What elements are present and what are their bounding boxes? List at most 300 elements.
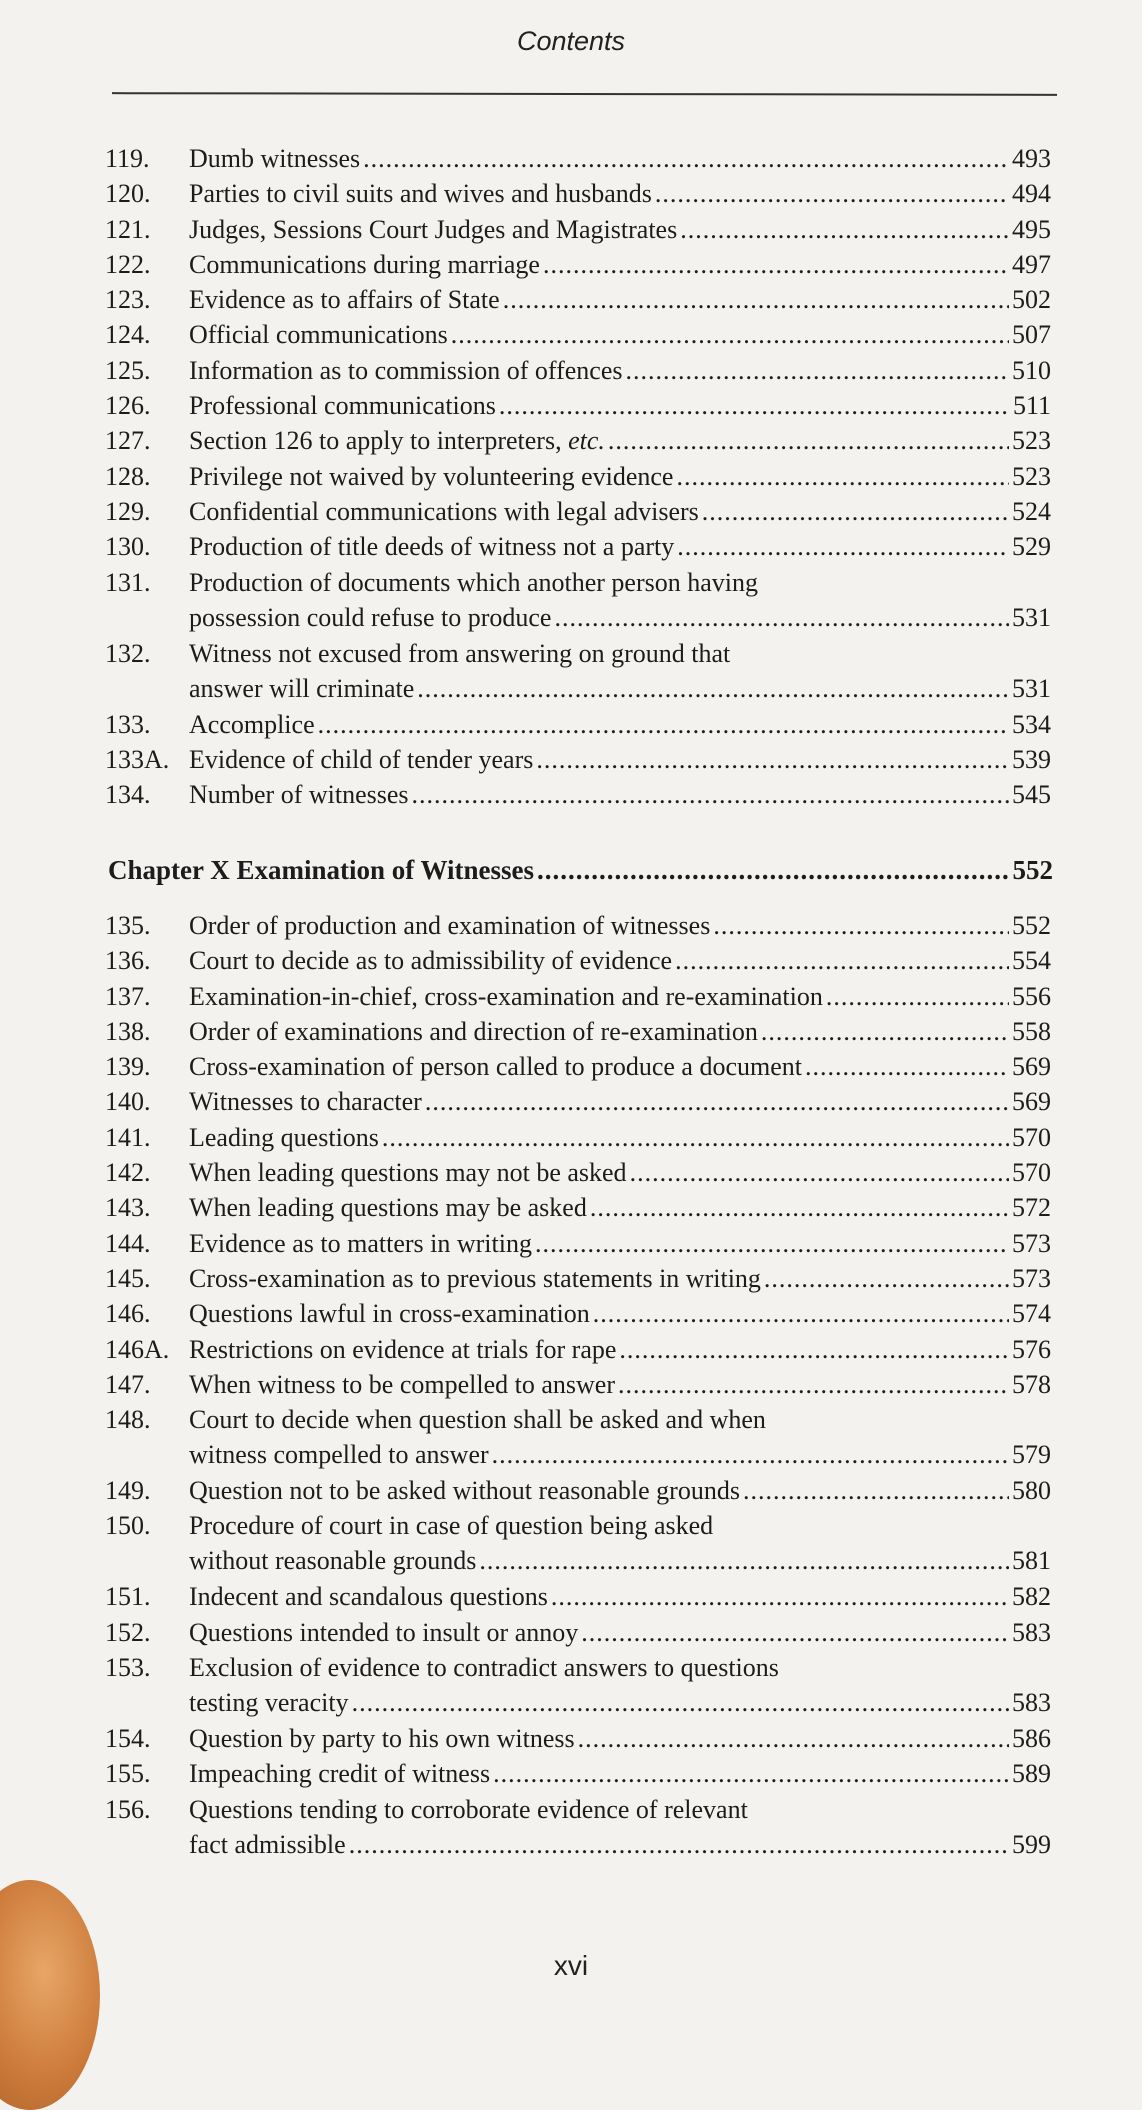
entry-body	[189, 141, 1051, 176]
entry-line	[189, 979, 1051, 1014]
section-title: Judges, Sessions Court Judges and Magistrates	[189, 214, 678, 244]
toc-entry	[105, 1332, 1051, 1367]
page-ref: 589	[1012, 1759, 1051, 1789]
section-number: 135.	[105, 911, 151, 940]
page-ref: 534	[1012, 709, 1051, 739]
section-title: without reasonable grounds	[189, 1546, 477, 1576]
entry-body	[189, 777, 1051, 812]
toc-entry	[105, 707, 1051, 742]
section-title: Questions intended to insult or annoy	[189, 1617, 579, 1647]
section-number: 144.	[105, 1228, 151, 1258]
dot-leader	[417, 671, 1009, 706]
section-title: Procedure of court in case of question being asked	[189, 1511, 714, 1541]
entry-line	[189, 176, 1051, 211]
entry-body	[189, 494, 1051, 529]
entry-line	[189, 282, 1051, 317]
dot-leader	[593, 1296, 1009, 1331]
entry-line	[189, 1014, 1051, 1049]
section-number: 149.	[105, 1476, 151, 1506]
entry-body	[189, 423, 1051, 458]
section-number: 136.	[105, 946, 151, 976]
page-ref: 556	[1012, 981, 1051, 1011]
dot-leader	[619, 1332, 1009, 1367]
toc-entry	[105, 777, 1051, 812]
section-title: Witness not excused from answering on ground that	[189, 638, 731, 668]
section-number: 121.	[105, 214, 151, 244]
dot-leader	[425, 1084, 1009, 1119]
toc-entry	[105, 1226, 1051, 1261]
toc-entry	[105, 1084, 1051, 1119]
page-ref: 573	[1012, 1228, 1051, 1258]
section-title: Confidential communications with legal advisers	[189, 496, 699, 526]
dot-leader	[499, 388, 1010, 423]
entry-body	[189, 636, 1051, 707]
entry-body	[189, 529, 1051, 564]
entry-body	[189, 1014, 1051, 1049]
toc-entry	[105, 1120, 1051, 1155]
dot-leader	[618, 1367, 1009, 1402]
entry-line	[189, 636, 1051, 671]
dot-leader	[675, 943, 1009, 978]
entry-line	[189, 1226, 1051, 1261]
section-number: 131.	[105, 567, 151, 597]
page-ref: 497	[1012, 249, 1051, 279]
page-ref: 582	[1012, 1582, 1051, 1612]
entry-body	[189, 1120, 1051, 1155]
toc-entry	[105, 1579, 1051, 1614]
entry-line	[189, 1120, 1051, 1155]
entry-line	[189, 1827, 1051, 1862]
toc-entry	[105, 1650, 1051, 1721]
toc-entry	[105, 1296, 1051, 1331]
page-ref: 581	[1012, 1546, 1051, 1576]
entry-line	[189, 943, 1051, 978]
section-number: 153.	[105, 1653, 151, 1683]
page-ref: 545	[1012, 780, 1051, 810]
section-number: 126.	[105, 391, 151, 421]
entry-body	[189, 317, 1051, 352]
section-title: Questions lawful in cross-examination	[189, 1299, 590, 1329]
entry-line	[189, 141, 1051, 176]
section-title: Court to decide when question shall be asked and when	[189, 1405, 766, 1435]
entry-body	[189, 1792, 1051, 1863]
entry-body	[189, 282, 1051, 317]
dot-leader	[349, 1827, 1009, 1862]
toc-entry	[105, 176, 1051, 211]
toc-entry	[105, 742, 1051, 777]
toc-entry	[105, 636, 1051, 707]
section-number: 134.	[105, 780, 151, 810]
toc-entry	[105, 317, 1051, 352]
section-number: 140.	[105, 1087, 151, 1117]
section-title: Communications during marriage	[189, 249, 540, 279]
page-ref: 583	[1012, 1617, 1051, 1647]
dot-leader	[805, 1049, 1009, 1084]
entry-line	[189, 1190, 1051, 1225]
section-title: When leading questions may not be asked	[189, 1158, 627, 1188]
page-ref: 510	[1012, 355, 1051, 385]
page-ref: 493	[1012, 144, 1051, 173]
page-ref: 524	[1012, 496, 1051, 526]
entry-line	[189, 459, 1051, 494]
page-ref: 572	[1012, 1193, 1051, 1223]
entry-body	[189, 979, 1051, 1014]
dot-leader	[655, 176, 1009, 211]
entry-body	[189, 1756, 1051, 1791]
page-ref: 578	[1012, 1369, 1051, 1399]
entry-body	[189, 1155, 1051, 1190]
section-list-1	[105, 141, 1051, 812]
entry-line	[189, 777, 1051, 812]
entry-line	[189, 1543, 1051, 1578]
entry-body	[189, 943, 1051, 978]
entry-line	[189, 565, 1051, 600]
entry-line	[189, 908, 1051, 943]
section-title: Professional communications	[189, 391, 496, 421]
toc-entry	[105, 1508, 1051, 1579]
page-ref: 539	[1012, 744, 1051, 774]
section-title: answer will criminate	[189, 673, 415, 703]
entry-line	[189, 600, 1051, 635]
section-title: Cross-examination of person called to produce a document	[189, 1052, 802, 1082]
toc-entry	[105, 459, 1051, 494]
section-number: 119.	[105, 144, 150, 173]
entry-line	[189, 494, 1051, 529]
header-rule	[112, 92, 1057, 96]
entry-line	[189, 1721, 1051, 1756]
section-title: Production of documents which another person having	[189, 567, 758, 597]
entry-line	[189, 707, 1051, 742]
entry-line	[189, 1792, 1051, 1827]
section-number: 148.	[105, 1405, 151, 1435]
section-title: Question by party to his own witness	[189, 1724, 575, 1754]
section-title: When witness to be compelled to answer	[189, 1369, 615, 1399]
entry-body	[189, 353, 1051, 388]
section-number: 130.	[105, 532, 151, 562]
page-ref: 580	[1012, 1476, 1051, 1506]
entry-line	[189, 1685, 1051, 1720]
section-title: Official communications	[189, 320, 448, 350]
section-number: 133.	[105, 709, 151, 739]
entry-body	[189, 707, 1051, 742]
section-number: 132.	[105, 638, 151, 668]
entry-line	[189, 1437, 1051, 1472]
section-number: 155.	[105, 1759, 151, 1789]
entry-line	[189, 1508, 1051, 1543]
entry-line	[189, 1084, 1051, 1119]
dot-leader	[537, 852, 1009, 888]
section-number: 138.	[105, 1016, 151, 1046]
toc-entry	[105, 282, 1051, 317]
toc-entry	[105, 494, 1051, 529]
page-ref: 558	[1012, 1016, 1051, 1046]
entry-line	[189, 671, 1051, 706]
section-title: Number of witnesses	[189, 780, 409, 810]
chapter-page-number: 552	[1012, 855, 1053, 885]
section-number: 129.	[105, 496, 151, 526]
dot-leader	[551, 1579, 1009, 1614]
entry-body	[189, 459, 1051, 494]
chapter-title: Chapter X Examination of Witnesses	[108, 855, 535, 885]
entry-body	[189, 908, 1051, 943]
section-title: Question not to be asked without reasonable grounds	[189, 1476, 740, 1506]
entry-body	[189, 388, 1051, 423]
entry-body	[189, 1650, 1051, 1721]
toc-entry	[105, 212, 1051, 247]
section-title: Evidence of child of tender years	[189, 744, 534, 774]
toc-entry	[105, 1367, 1051, 1402]
entry-line	[189, 1756, 1051, 1791]
toc-entry	[105, 1756, 1051, 1791]
section-number: 128.	[105, 461, 151, 491]
page-ref: 573	[1012, 1263, 1051, 1293]
dot-leader	[503, 282, 1009, 317]
dot-leader	[581, 1615, 1009, 1650]
dot-leader	[382, 1120, 1009, 1155]
dot-leader	[493, 1756, 1009, 1791]
section-title: Exclusion of evidence to contradict answers to questions	[189, 1653, 779, 1683]
dot-leader	[676, 459, 1009, 494]
toc-entry	[105, 943, 1051, 978]
entry-body	[189, 742, 1051, 777]
entry-body	[189, 1579, 1051, 1614]
section-title: Indecent and scandalous questions	[189, 1582, 548, 1612]
section-number: 142.	[105, 1158, 151, 1188]
page-ref: 586	[1012, 1724, 1051, 1754]
dot-leader	[535, 1226, 1009, 1261]
entry-line	[189, 1650, 1051, 1685]
entry-body	[189, 1226, 1051, 1261]
toc-entry	[105, 1155, 1051, 1190]
entry-line	[189, 317, 1051, 352]
section-title: Dumb witnesses	[189, 144, 361, 173]
toc-entry	[105, 529, 1051, 564]
section-title: Restrictions on evidence at trials for rape	[189, 1334, 617, 1364]
section-number: 120.	[105, 179, 151, 209]
entry-body	[189, 1721, 1051, 1756]
entry-line	[189, 1332, 1051, 1367]
dot-leader	[363, 141, 1009, 176]
entry-body	[189, 1615, 1051, 1650]
page-ref: 502	[1012, 285, 1051, 315]
section-number: 122.	[105, 249, 151, 279]
section-number: 154.	[105, 1724, 151, 1754]
entry-body	[189, 1332, 1051, 1367]
entry-body	[189, 1049, 1051, 1084]
section-number: 145.	[105, 1263, 151, 1293]
section-title: Privilege not waived by volunteering evidence	[189, 461, 674, 491]
dot-leader	[761, 1014, 1009, 1049]
entry-line	[189, 247, 1051, 282]
page-ref: 576	[1012, 1334, 1051, 1364]
entry-body	[189, 1261, 1051, 1296]
entry-body	[189, 212, 1051, 247]
entry-line	[189, 212, 1051, 247]
section-title: Production of title deeds of witness not a party	[189, 532, 675, 562]
page-ref: 511	[1012, 391, 1051, 421]
section-title: Section 126 to apply to interpreters, etc.	[189, 426, 605, 456]
section-number: 147.	[105, 1369, 151, 1399]
section-number: 146A.	[105, 1334, 170, 1364]
dot-leader	[680, 212, 1009, 247]
page-ref: 529	[1012, 532, 1051, 562]
page-ref: 531	[1012, 602, 1051, 632]
section-number: 156.	[105, 1794, 151, 1824]
section-title: Parties to civil suits and wives and husbands	[189, 179, 652, 209]
entry-line	[189, 1402, 1051, 1437]
section-title: Evidence as to matters in writing	[189, 1228, 532, 1258]
entry-line	[189, 1473, 1051, 1508]
page-ref: 523	[1012, 461, 1051, 491]
page-ref: 495	[1012, 214, 1051, 244]
dot-leader	[352, 1685, 1009, 1720]
dot-leader	[578, 1721, 1009, 1756]
toc-entry	[105, 1721, 1051, 1756]
toc-entry	[105, 1014, 1051, 1049]
dot-leader	[543, 247, 1009, 282]
entry-body	[189, 1296, 1051, 1331]
page-ref: 570	[1012, 1158, 1051, 1188]
entry-line	[189, 388, 1051, 423]
dot-leader	[590, 1190, 1009, 1225]
toc-entry	[105, 388, 1051, 423]
dot-leader	[743, 1473, 1009, 1508]
page-ref: 494	[1012, 179, 1051, 209]
chapter-heading	[108, 852, 1053, 888]
dot-leader	[608, 423, 1009, 458]
section-title: Leading questions	[189, 1122, 379, 1152]
dot-leader	[479, 1543, 1009, 1578]
page-ref: 523	[1012, 426, 1051, 456]
section-title: When leading questions may be asked	[189, 1193, 587, 1223]
entry-line	[189, 1155, 1051, 1190]
toc-entry	[105, 1049, 1051, 1084]
entry-line	[189, 529, 1051, 564]
italic-etc: etc.	[568, 426, 605, 456]
entry-body	[189, 565, 1051, 636]
section-number: 151.	[105, 1582, 151, 1612]
toc-entry	[105, 1615, 1051, 1650]
page-ref: 599	[1012, 1829, 1051, 1859]
section-title: fact admissible	[189, 1829, 346, 1859]
entry-line	[189, 1296, 1051, 1331]
entry-body	[189, 1367, 1051, 1402]
entry-line	[189, 1367, 1051, 1402]
dot-leader	[625, 353, 1009, 388]
entry-body	[189, 1402, 1051, 1473]
toc-entry	[105, 908, 1051, 943]
section-title: Examination-in-chief, cross-examination and re-examination	[189, 981, 823, 1011]
toc-entry	[105, 1402, 1051, 1473]
section-title: Impeaching credit of witness	[189, 1759, 491, 1789]
toc-entry	[105, 247, 1051, 282]
section-title: possession could refuse to produce	[189, 602, 552, 632]
page-ref: 554	[1012, 946, 1051, 976]
page-ref: 570	[1012, 1122, 1051, 1152]
entry-body	[189, 1508, 1051, 1579]
entry-body	[189, 1473, 1051, 1508]
toc-entry	[105, 1261, 1051, 1296]
running-header: Contents	[516, 26, 626, 56]
section-title: Information as to commission of offences	[189, 355, 623, 385]
section-number: 124.	[105, 320, 151, 350]
entry-body	[189, 176, 1051, 211]
toc-entry	[105, 353, 1051, 388]
section-number: 139.	[105, 1052, 151, 1082]
section-number: 146.	[105, 1299, 151, 1329]
section-number: 125.	[105, 355, 151, 385]
section-title: Witnesses to character	[189, 1087, 422, 1117]
entry-line	[189, 1615, 1051, 1650]
toc-entry	[105, 423, 1051, 458]
thumb-photo-artifact	[0, 1880, 100, 2110]
dot-leader	[713, 908, 1009, 943]
page-ref: 569	[1012, 1052, 1051, 1082]
entry-line	[189, 353, 1051, 388]
toc-entry	[105, 979, 1051, 1014]
entry-body	[189, 1084, 1051, 1119]
entry-line	[189, 1261, 1051, 1296]
entry-body	[189, 1190, 1051, 1225]
entry-body	[189, 247, 1051, 282]
dot-leader	[412, 777, 1009, 812]
section-number: 143.	[105, 1193, 151, 1223]
section-title: testing veracity	[189, 1688, 349, 1718]
section-number: 141.	[105, 1122, 151, 1152]
dot-leader	[536, 742, 1009, 777]
entry-line	[189, 1579, 1051, 1614]
section-number: 123.	[105, 285, 151, 315]
section-title: Cross-examination as to previous statements in writing	[189, 1263, 761, 1293]
section-title: witness compelled to answer	[189, 1440, 489, 1470]
dot-leader	[554, 600, 1009, 635]
dot-leader	[702, 494, 1009, 529]
page-ref: 574	[1012, 1299, 1051, 1329]
dot-leader	[677, 529, 1009, 564]
dot-leader	[630, 1155, 1009, 1190]
entry-line	[189, 423, 1051, 458]
page-number: xvi	[553, 1950, 589, 1981]
toc-entry	[105, 565, 1051, 636]
dot-leader	[451, 317, 1009, 352]
section-number: 150.	[105, 1511, 151, 1541]
toc-entry	[105, 1473, 1051, 1508]
page-ref: 569	[1012, 1087, 1051, 1117]
page-ref: 531	[1012, 673, 1051, 703]
page-ref: 552	[1012, 911, 1051, 940]
section-title: Accomplice	[189, 709, 315, 739]
dot-leader	[492, 1437, 1009, 1472]
section-number: 127.	[105, 426, 151, 456]
entry-line	[189, 742, 1051, 777]
toc-entry	[105, 141, 1051, 176]
page-ref: 579	[1012, 1440, 1051, 1470]
section-title: Court to decide as to admissibility of evidence	[189, 946, 673, 976]
section-title: Evidence as to affairs of State	[189, 285, 500, 315]
section-title: Order of examinations and direction of re-examination	[189, 1016, 758, 1046]
toc-entry	[105, 1190, 1051, 1225]
dot-leader	[764, 1261, 1009, 1296]
dot-leader	[826, 979, 1009, 1014]
section-list-2	[105, 908, 1051, 1863]
section-number: 152.	[105, 1617, 151, 1647]
toc-entry	[105, 1792, 1051, 1863]
section-title: Order of production and examination of witnesses	[189, 911, 711, 940]
page-ref: 507	[1012, 320, 1051, 350]
section-title: Questions tending to corroborate evidence of relevant	[189, 1794, 748, 1824]
section-number: 133A.	[105, 744, 170, 774]
section-number: 137.	[105, 981, 151, 1011]
